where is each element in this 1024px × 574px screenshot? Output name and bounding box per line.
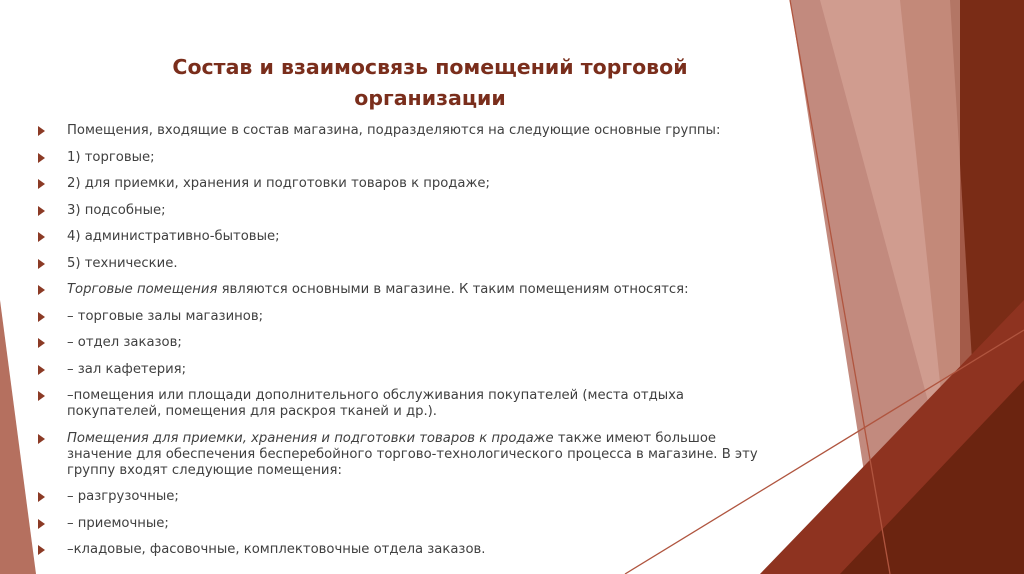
list-item — [36, 362, 781, 378]
list-item-text: также имеют большое значение для обеспечения бесперебойного торгово-технологического процесса в магазине. В эту группу входят следующие помещения: — [67, 430, 758, 478]
triangle-bullet-icon — [38, 153, 45, 163]
triangle-bullet-icon — [38, 126, 45, 136]
list-item — [36, 388, 781, 420]
triangle-bullet-icon — [38, 338, 45, 348]
triangle-bullet-icon — [38, 285, 45, 295]
list-item-text: – разгрузочные; — [67, 489, 179, 504]
list-item-text: 1) торговые; — [67, 149, 155, 165]
list-item — [36, 489, 781, 505]
list-item — [36, 542, 781, 558]
list-item — [36, 229, 781, 245]
triangle-bullet-icon — [38, 391, 45, 401]
list-item — [36, 309, 781, 325]
slide-title-line-2: организации — [354, 86, 506, 110]
list-item-text: 5) технические. — [67, 255, 178, 271]
list-item — [36, 431, 781, 479]
list-item — [36, 203, 781, 219]
list-item-text: являются основными в магазине. К таким помещениям относятся: — [217, 282, 689, 297]
triangle-bullet-icon — [38, 492, 45, 502]
content-bullet-list — [36, 123, 781, 569]
list-item-text: – торговые залы магазинов; — [67, 308, 264, 324]
list-item-emphasis: Торговые помещения — [67, 282, 218, 297]
list-item — [36, 256, 781, 272]
triangle-bullet-icon — [38, 519, 45, 529]
list-item-emphasis: Помещения для приемки, хранения и подготовки товаров к продаже — [67, 430, 554, 446]
list-item-text: – отдел заказов; — [67, 335, 182, 350]
list-item-text: 4) административно-бытовые; — [67, 229, 280, 244]
triangle-bullet-icon — [38, 206, 45, 216]
list-item-text: –кладовые, фасовочные, комплектовочные отдела заказов. — [67, 542, 486, 557]
list-item — [36, 150, 781, 166]
list-item — [36, 176, 781, 192]
slide-title — [100, 52, 760, 114]
list-item-text: –помещения или площади дополнительного обслуживания покупателей (места отдыха покупателей, помещения для раскроя тканей и др.). — [67, 388, 684, 419]
list-item — [36, 516, 781, 532]
triangle-bullet-icon — [38, 179, 45, 189]
slide-title-line-1: Состав и взаимосвязь помещений торговой — [172, 55, 688, 79]
list-item-text: – зал кафетерия; — [67, 361, 187, 377]
left-accent-shape — [0, 300, 36, 574]
list-item-text: 2) для приемки, хранения и подготовки товаров к продаже; — [67, 176, 490, 191]
triangle-bullet-icon — [38, 232, 45, 242]
list-item-text: – приемочные; — [67, 515, 169, 531]
triangle-bullet-icon — [38, 434, 45, 444]
list-item — [36, 335, 781, 351]
list-item — [36, 282, 781, 298]
triangle-bullet-icon — [38, 312, 45, 322]
triangle-bullet-icon — [38, 365, 45, 375]
triangle-bullet-icon — [38, 545, 45, 555]
list-item-text: 3) подсобные; — [67, 202, 166, 218]
list-item-text: Помещения, входящие в состав магазина, подразделяются на следующие основные группы: — [67, 123, 721, 138]
triangle-bullet-icon — [38, 259, 45, 269]
list-item — [36, 123, 781, 139]
